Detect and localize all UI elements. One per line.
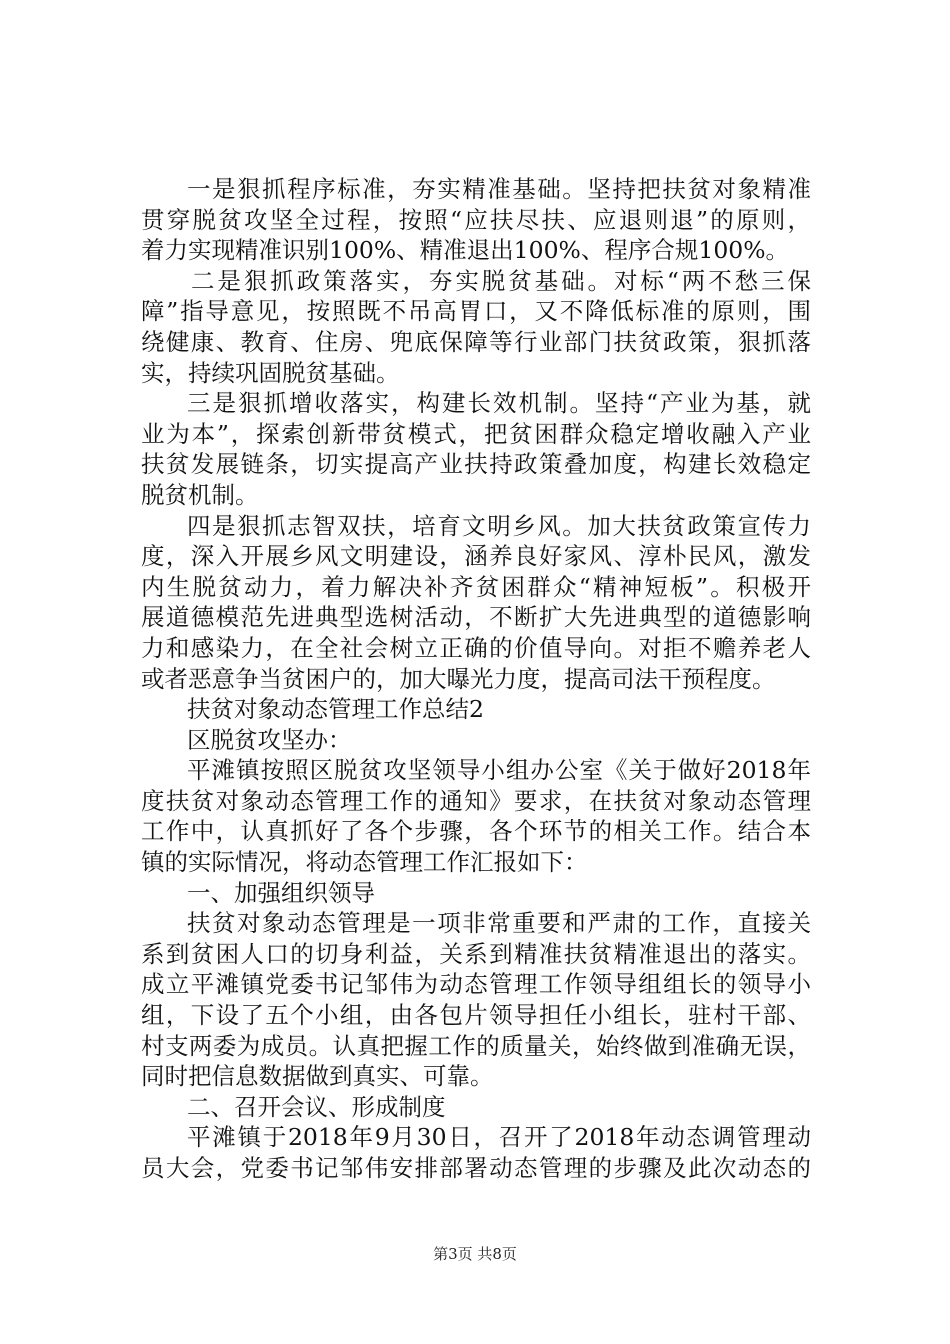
paragraph-line: 扶贫对象动态管理是一项非常重要和严肃的工作，直接关 <box>187 909 811 938</box>
salutation: 区脱贫攻坚办： <box>187 725 352 754</box>
paragraph-line: 贯穿脱贫攻坚全过程，按照“应扶尽扶、应退则退”的原则， <box>141 205 811 234</box>
paragraph-line: 脱贫机制。 <box>141 480 259 509</box>
page-footer: 第3页 共8页 <box>433 1245 517 1263</box>
paragraph-line: 村支两委为成员。认真把握工作的质量关，始终做到准确无误， <box>141 1031 811 1060</box>
paragraph-line: 或者恶意争当贫困户的，加大曝光力度，提高司法干预程度。 <box>141 664 776 693</box>
paragraph-line: 度，深入开展乡风文明建设，涵养良好家风、淳朴民风，激发 <box>141 542 811 571</box>
paragraph-line: 三是狠抓增收落实，构建长效机制。坚持“产业为基，就 <box>187 389 811 418</box>
paragraph-line: 绕健康、教育、住房、兜底保障等行业部门扶贫政策，狠抓落 <box>141 327 811 356</box>
section-title: 扶贫对象动态管理工作总结2 <box>187 695 484 724</box>
paragraph-line: 二是狠抓政策落实，夯实脱贫基础。对标“两不愁三保 <box>191 266 811 295</box>
document-body <box>141 174 811 1184</box>
paragraph-line: 着力实现精准识别100%、精准退出100%、程序合规100%。 <box>141 236 790 265</box>
paragraph-line: 四是狠抓志智双扶，培育文明乡风。加大扶贫政策宣传力 <box>187 511 811 540</box>
paragraph-line: 一是狠抓程序标准，夯实精准基础。坚持把扶贫对象精准 <box>187 175 811 203</box>
paragraph-line: 障”指导意见，按照既不吊高胃口，又不降低标准的原则，围 <box>141 297 811 326</box>
paragraph-line: 成立平滩镇党委书记邹伟为动态管理工作领导组组长的领导小 <box>141 970 811 999</box>
paragraph-line: 扶贫发展链条，切实提高产业扶持政策叠加度，构建长效稳定 <box>141 450 811 479</box>
paragraph-line: 工作中，认真抓好了各个步骤，各个环节的相关工作。结合本 <box>141 817 811 846</box>
paragraph-line: 镇的实际情况，将动态管理工作汇报如下： <box>141 848 588 877</box>
paragraph-line: 力和感染力，在全社会树立正确的价值导向。对拒不赡养老人 <box>141 633 811 662</box>
paragraph-line: 组，下设了五个小组，由各包片领导担任小组长，驻村干部、 <box>141 1001 811 1030</box>
paragraph-line: 员大会，党委书记邹伟安排部署动态管理的步骤及此次动态的 <box>141 1154 811 1182</box>
paragraph-line: 内生脱贫动力，着力解决补齐贫困群众“精神短板”。积极开 <box>141 572 811 601</box>
paragraph-line: 同时把信息数据做到真实、可靠。 <box>141 1062 494 1091</box>
paragraph-line: 平滩镇按照区脱贫攻坚领导小组办公室《关于做好2018年 <box>187 756 811 785</box>
paragraph-line: 实，持续巩固脱贫基础。 <box>141 358 400 387</box>
paragraph-line: 系到贫困人口的切身利益，关系到精准扶贫精准退出的落实。 <box>141 939 811 968</box>
section-heading: 一、加强组织领导 <box>187 878 375 907</box>
paragraph-line: 度扶贫对象动态管理工作的通知》要求，在扶贫对象动态管理 <box>141 786 811 815</box>
paragraph-line: 平滩镇于2018年9月30日，召开了2018年动态调管理动 <box>187 1123 811 1152</box>
paragraph-line: 展道德模范先进典型选树活动，不断扩大先进典型的道德影响 <box>141 603 811 632</box>
section-heading: 二、召开会议、形成制度 <box>187 1092 446 1121</box>
paragraph-line: 业为本”，探索创新带贫模式，把贫困群众稳定增收融入产业 <box>141 419 811 448</box>
